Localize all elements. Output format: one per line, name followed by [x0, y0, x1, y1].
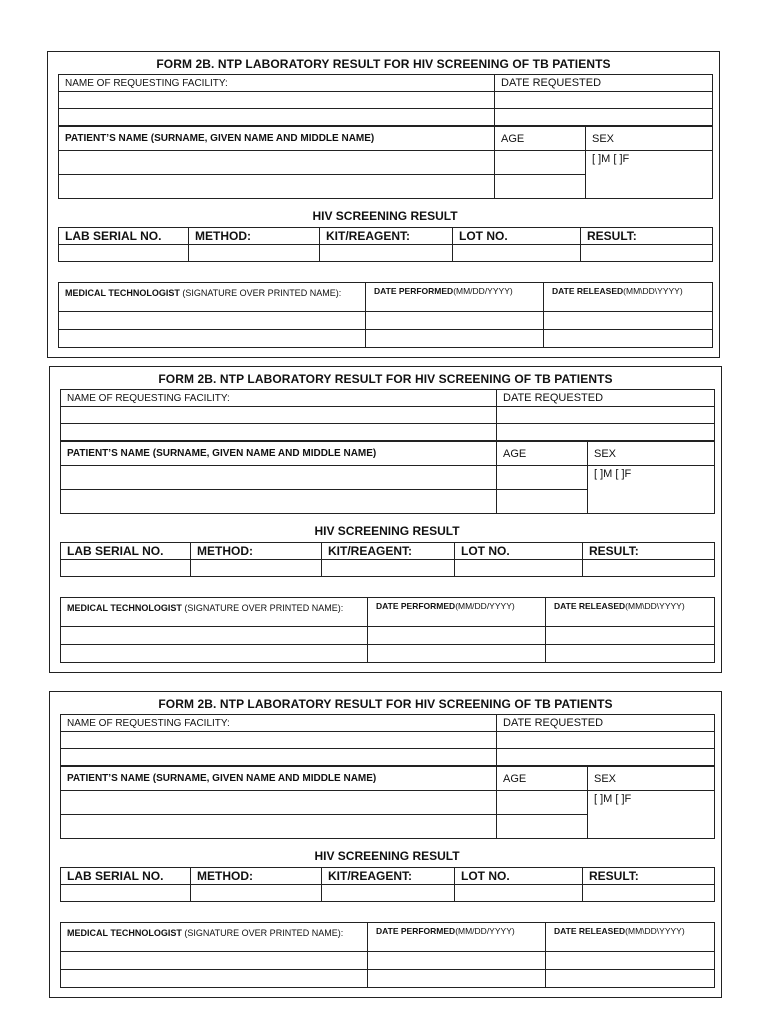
date-released-bold: DATE RELEASED: [554, 601, 626, 611]
date-performed-format: (MM/DD/YYYY): [455, 601, 515, 611]
patient-name-field[interactable]: [61, 466, 497, 490]
medtech-label-rest: (SIGNATURE OVER PRINTED NAME):: [179, 288, 342, 298]
kit-reagent-header: KIT/REAGENT:: [322, 868, 455, 885]
lab-serial-header: LAB SERIAL NO.: [61, 543, 191, 560]
lab-serial-field[interactable]: [61, 560, 191, 577]
method-header: METHOD:: [191, 543, 322, 560]
date-released-format: (MM\DD\YYYY): [625, 926, 685, 936]
result-header: RESULT:: [583, 868, 715, 885]
kit-reagent-header: KIT/REAGENT:: [322, 543, 455, 560]
date-released-bold: DATE RELEASED: [554, 926, 626, 936]
form-title: FORM 2B. NTP LABORATORY RESULT FOR HIV SCREENING OF TB PATIENTS: [158, 697, 613, 711]
date-requested-label: DATE REQUESTED: [497, 715, 715, 732]
medtech-field-2[interactable]: [61, 970, 368, 988]
date-requested-field[interactable]: [497, 732, 715, 749]
medtech-field[interactable]: [61, 627, 368, 645]
patient-table: [60, 766, 715, 839]
date-performed-field-2[interactable]: [368, 645, 546, 663]
result-field[interactable]: [583, 560, 715, 577]
lab-serial-header: LAB SERIAL NO.: [61, 868, 191, 885]
kit-reagent-field[interactable]: [322, 885, 455, 902]
medtech-label-bold: MEDICAL TECHNOLOGIST: [67, 603, 182, 613]
sex-options[interactable]: [ ]M [ ]F: [592, 153, 630, 165]
date-released-format: (MM\DD\YYYY): [625, 601, 685, 611]
screening-title: HIV SCREENING RESULT: [312, 209, 458, 223]
age-label: AGE: [497, 767, 588, 791]
medtech-label-bold: MEDICAL TECHNOLOGIST: [67, 928, 182, 938]
medtech-label: [61, 598, 368, 627]
date-released-format: (MM\DD\YYYY): [623, 286, 683, 296]
result-field[interactable]: [583, 885, 715, 902]
date-released-field-2[interactable]: [546, 645, 715, 663]
medtech-field[interactable]: [61, 952, 368, 970]
patient-name-field[interactable]: [59, 151, 495, 175]
age-field[interactable]: [497, 466, 588, 490]
age-field-2[interactable]: [495, 175, 586, 199]
method-header: METHOD:: [189, 228, 320, 245]
date-performed-field[interactable]: [368, 952, 546, 970]
result-table: [60, 542, 715, 577]
medtech-label: [59, 283, 366, 312]
facility-field-2[interactable]: [61, 749, 497, 766]
date-requested-field-2[interactable]: [497, 424, 715, 441]
age-field[interactable]: [497, 791, 588, 815]
date-performed-field-2[interactable]: [368, 970, 546, 988]
date-requested-field[interactable]: [495, 92, 713, 109]
lot-no-field[interactable]: [453, 245, 581, 262]
screening-title: HIV SCREENING RESULT: [314, 524, 460, 538]
kit-reagent-field[interactable]: [320, 245, 453, 262]
facility-table: [60, 714, 715, 766]
patient-table: [60, 441, 715, 514]
date-released-field-2[interactable]: [546, 970, 715, 988]
date-released-label: [546, 598, 715, 627]
lab-serial-field[interactable]: [61, 885, 191, 902]
method-header: METHOD:: [191, 868, 322, 885]
method-field[interactable]: [191, 560, 322, 577]
date-performed-bold: DATE PERFORMED: [376, 601, 456, 611]
age-field[interactable]: [495, 151, 586, 175]
age-label: AGE: [495, 127, 586, 151]
age-field-2[interactable]: [497, 490, 588, 514]
date-released-field[interactable]: [546, 952, 715, 970]
sex-field[interactable]: [588, 466, 715, 514]
medtech-field-2[interactable]: [61, 645, 368, 663]
patient-name-field-2[interactable]: [61, 815, 497, 839]
date-released-field[interactable]: [546, 627, 715, 645]
medtech-table: [60, 922, 715, 988]
age-field-2[interactable]: [497, 815, 588, 839]
lot-no-header: LOT NO.: [455, 868, 583, 885]
result-header: RESULT:: [581, 228, 713, 245]
form-block: [49, 691, 722, 998]
date-requested-label: DATE REQUESTED: [497, 390, 715, 407]
result-field[interactable]: [581, 245, 713, 262]
kit-reagent-header: KIT/REAGENT:: [320, 228, 453, 245]
lot-no-field[interactable]: [455, 560, 583, 577]
date-released-field[interactable]: [544, 312, 713, 330]
facility-table: [60, 389, 715, 441]
sex-field[interactable]: [586, 151, 713, 199]
medtech-label: [61, 923, 368, 952]
lot-no-header: LOT NO.: [453, 228, 581, 245]
medtech-table: [58, 282, 713, 348]
date-performed-bold: DATE PERFORMED: [374, 286, 454, 296]
date-released-label: [546, 923, 715, 952]
sex-label: SEX: [588, 442, 715, 466]
result-table: [58, 227, 713, 262]
patient-name-field[interactable]: [61, 791, 497, 815]
patient-name-label: PATIENT’S NAME (SURNAME, GIVEN NAME AND MIDDLE NAME): [61, 442, 497, 466]
sex-options[interactable]: [ ]M [ ]F: [594, 793, 632, 805]
date-performed-field-2[interactable]: [366, 330, 544, 348]
lot-no-header: LOT NO.: [455, 543, 583, 560]
lab-serial-field[interactable]: [59, 245, 189, 262]
date-performed-field[interactable]: [368, 627, 546, 645]
patient-name-field-2[interactable]: [61, 490, 497, 514]
patient-name-label: PATIENT’S NAME (SURNAME, GIVEN NAME AND MIDDLE NAME): [59, 127, 495, 151]
patient-name-label: PATIENT’S NAME (SURNAME, GIVEN NAME AND MIDDLE NAME): [61, 767, 497, 791]
date-requested-field[interactable]: [497, 407, 715, 424]
date-performed-bold: DATE PERFORMED: [376, 926, 456, 936]
medtech-table: [60, 597, 715, 663]
date-released-label: [544, 283, 713, 312]
form-title: FORM 2B. NTP LABORATORY RESULT FOR HIV SCREENING OF TB PATIENTS: [158, 372, 613, 386]
date-performed-label: [368, 598, 546, 627]
date-performed-field[interactable]: [366, 312, 544, 330]
date-performed-label: [368, 923, 546, 952]
screening-title: HIV SCREENING RESULT: [314, 849, 460, 863]
kit-reagent-field[interactable]: [322, 560, 455, 577]
method-field[interactable]: [189, 245, 320, 262]
facility-field[interactable]: [59, 92, 495, 109]
method-field[interactable]: [191, 885, 322, 902]
date-performed-format: (MM/DD/YYYY): [453, 286, 513, 296]
facility-field-2[interactable]: [59, 109, 495, 126]
medtech-field[interactable]: [59, 312, 366, 330]
patient-name-field-2[interactable]: [59, 175, 495, 199]
form-block: [47, 51, 720, 358]
facility-table: [58, 74, 713, 126]
facility-label: NAME OF REQUESTING FACILITY:: [59, 75, 495, 92]
age-label: AGE: [497, 442, 588, 466]
date-released-field-2[interactable]: [544, 330, 713, 348]
facility-label: NAME OF REQUESTING FACILITY:: [61, 390, 497, 407]
result-table: [60, 867, 715, 902]
facility-field-2[interactable]: [61, 424, 497, 441]
form-block: [49, 366, 722, 673]
medtech-label-rest: (SIGNATURE OVER PRINTED NAME):: [181, 603, 344, 613]
sex-options[interactable]: [ ]M [ ]F: [594, 468, 632, 480]
date-released-bold: DATE RELEASED: [552, 286, 624, 296]
patient-table: [58, 126, 713, 199]
medtech-label-rest: (SIGNATURE OVER PRINTED NAME):: [181, 928, 344, 938]
medtech-label-bold: MEDICAL TECHNOLOGIST: [65, 288, 180, 298]
medtech-field-2[interactable]: [59, 330, 366, 348]
form-title: FORM 2B. NTP LABORATORY RESULT FOR HIV SCREENING OF TB PATIENTS: [156, 57, 611, 71]
facility-field[interactable]: [61, 407, 497, 424]
sex-label: SEX: [586, 127, 713, 151]
lab-serial-header: LAB SERIAL NO.: [59, 228, 189, 245]
date-requested-label: DATE REQUESTED: [495, 75, 713, 92]
lot-no-field[interactable]: [455, 885, 583, 902]
facility-label: NAME OF REQUESTING FACILITY:: [61, 715, 497, 732]
date-performed-label: [366, 283, 544, 312]
date-requested-field-2[interactable]: [495, 109, 713, 126]
facility-field[interactable]: [61, 732, 497, 749]
result-header: RESULT:: [583, 543, 715, 560]
sex-label: SEX: [588, 767, 715, 791]
date-performed-format: (MM/DD/YYYY): [455, 926, 515, 936]
sex-field[interactable]: [588, 791, 715, 839]
date-requested-field-2[interactable]: [497, 749, 715, 766]
